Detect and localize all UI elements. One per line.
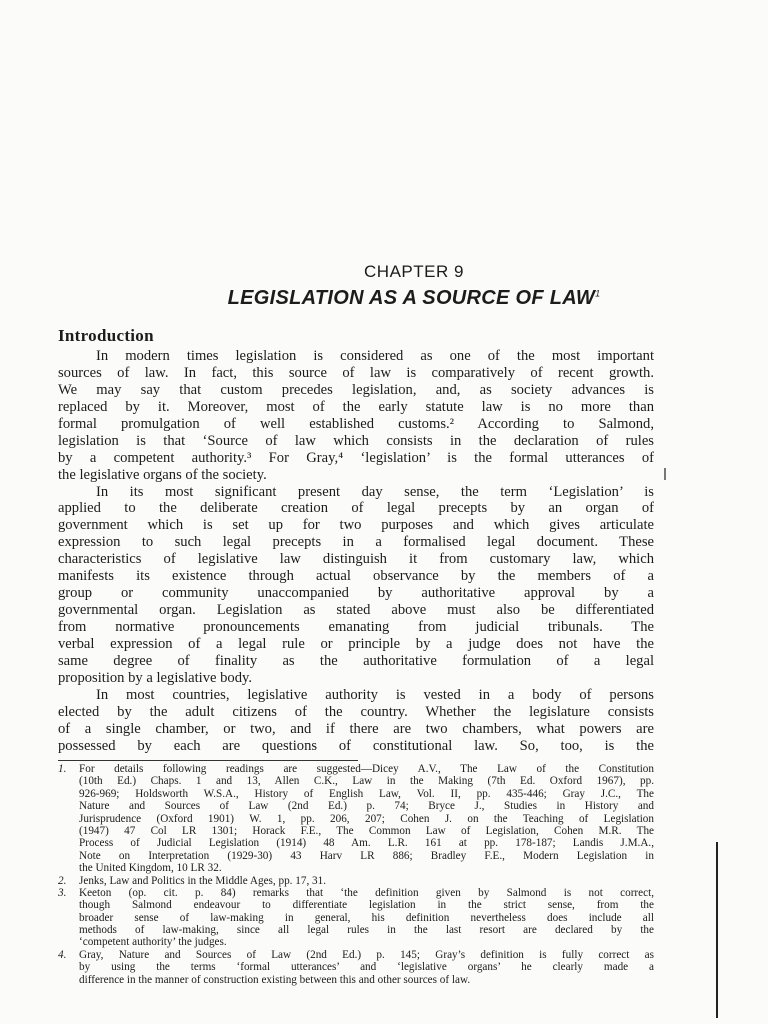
footnote-line <box>58 763 654 775</box>
footnote-line: difference in the manner of construction existing between this and other sources of law. <box>79 973 471 986</box>
body-line: group or community unaccompanied by authoritative approval by a <box>58 585 654 602</box>
body-line: In modern times legislation is considered as one of the most important <box>96 348 654 364</box>
footnote-number: 2. <box>58 874 67 887</box>
footnote-line: (1947) 47 Col LR 1301; Horack F.E., The Common Law of Legislation, Cohen M.R. The <box>79 824 654 837</box>
footnote-line: Note on Interpretation (1929-30) 43 Harv LR 886; Bradley F.E., Modern Legislation in <box>79 849 654 862</box>
body-line: of a single chamber, or two, and if there are two chambers, what powers are <box>58 720 654 737</box>
footnote-number: 1. <box>58 763 67 775</box>
chapter-title-footnote-ref: 1 <box>595 288 601 299</box>
body-line: same degree of finality as the authoritative formulation of a legal <box>58 652 654 669</box>
footnote-line: (10th Ed.) Chaps. 1 and 13, Allen C.K., Law in the Making (7th Ed. Oxford 1967), pp. <box>79 775 654 788</box>
footnote-line <box>58 875 654 887</box>
body-line: In most countries, legislative authority is vested in a body of persons <box>96 686 654 703</box>
body-line: In its most significant present day sense, the term ‘Legislation’ is <box>96 483 654 500</box>
footnote-line: methods of law-making, since all legal rules in the last resort are declared by the <box>79 924 654 937</box>
footnote-line: broader sense of law-making in general, his definition nevertheless does include all <box>79 911 654 924</box>
body-line: sources of law. In fact, this source of law is comparatively of recent growth. <box>58 364 654 381</box>
footnote-text: Jenks, Law and Politics in the Middle Ages, pp. 17, 31. <box>79 874 327 887</box>
footnotes <box>58 763 654 986</box>
body-line: elected by the adult citizens of the country. Whether the legislature consists <box>58 703 654 720</box>
margin-rule <box>716 842 718 1018</box>
chapter-title-text: LEGISLATION AS A SOURCE OF LAW <box>227 287 596 309</box>
body-line: replaced by it. Moreover, most of the early statute law is no more than <box>58 398 654 415</box>
body-line: expression to such legal precepts in a formalised legal document. These <box>58 534 654 551</box>
footnote-text: Keeton (op. cit. p. 84) remarks that ‘the definition given by Salmond is not correct, <box>79 886 654 899</box>
footnote-text: Gray, Nature and Sources of Law (2nd Ed.) p. 145; Gray’s definition is fully correct as <box>79 948 654 961</box>
footnote-line: Process of Judicial Legislation (1914) 48 Am. L.R. 161 at pp. 178-187; Landis J.M.A., <box>79 837 654 850</box>
footnote-number: 4. <box>58 948 67 961</box>
scan-mark <box>664 468 666 480</box>
footnote-text: For details following readings are suggested—Dicey A.V., The Law of the Constitution <box>79 763 654 775</box>
body-line: manifests its existence through actual observance by the members of a <box>58 568 654 585</box>
body-line: formal promulgation of well established customs.² According to Salmond, <box>58 415 654 432</box>
footnote-line: by using the terms ‘formal utterances’ and ‘legislative organs’ he clearly made a <box>79 961 654 974</box>
footnote-number: 3. <box>58 886 67 899</box>
footnote-divider <box>58 760 358 761</box>
body-line: legislation is that ‘Source of law which consists in the declaration of rules <box>58 432 654 449</box>
footnote-line <box>58 887 654 899</box>
body-text <box>58 348 654 755</box>
footnote-line: Nature and Sources of Law (2nd Ed.) p. 74; Bryce J., Studies in History and <box>79 800 654 813</box>
chapter-title <box>58 287 768 310</box>
footnote-line: 926-969; Holdsworth W.S.A., History of English Law, Vol. II, pp. 435-446; Gray J.C., The <box>79 787 654 800</box>
body-line: verbal expression of a legal rule or principle by a judge does not have the <box>58 635 654 652</box>
body-line: governmental organ. Legislation as stated above must also be differentiated <box>58 602 654 619</box>
section-heading: Introduction <box>58 326 154 345</box>
footnote-line <box>58 949 654 961</box>
body-line: applied to the deliberate creation of legal precepts by an organ of <box>58 500 654 517</box>
body-line: government which is set up for two purposes and which gives articulate <box>58 517 654 534</box>
footnote-line: though Salmond endeavour to differentiate legislation in the strict sense, from the <box>79 899 654 912</box>
footnote-line: ‘competent authority’ the judges. <box>79 936 227 949</box>
body-line: possessed by each are questions of constitutional law. So, too, is the <box>58 737 654 754</box>
footnote-line: the United Kingdom, 10 LR 32. <box>79 862 222 875</box>
body-line: characteristics of legislative law distinguish it from customary law, which <box>58 551 654 568</box>
body-line: the legislative organs of the society. <box>58 466 267 483</box>
body-line: We may say that custom precedes legislation, and, as society advances is <box>58 381 654 398</box>
footnote-line: Jurisprudence (Oxford 1901) W. 1, pp. 206, 207; Cohen J. on the Teaching of Legislation <box>79 812 654 825</box>
body-line: from normative pronouncements emanating from judicial tribunals. The <box>58 619 654 635</box>
body-line: by a competent authority.³ For Gray,⁴ ‘legislation’ is the formal utterances of <box>58 449 654 466</box>
body-line: proposition by a legislative body. <box>58 669 253 686</box>
chapter-label: CHAPTER 9 <box>364 262 464 281</box>
